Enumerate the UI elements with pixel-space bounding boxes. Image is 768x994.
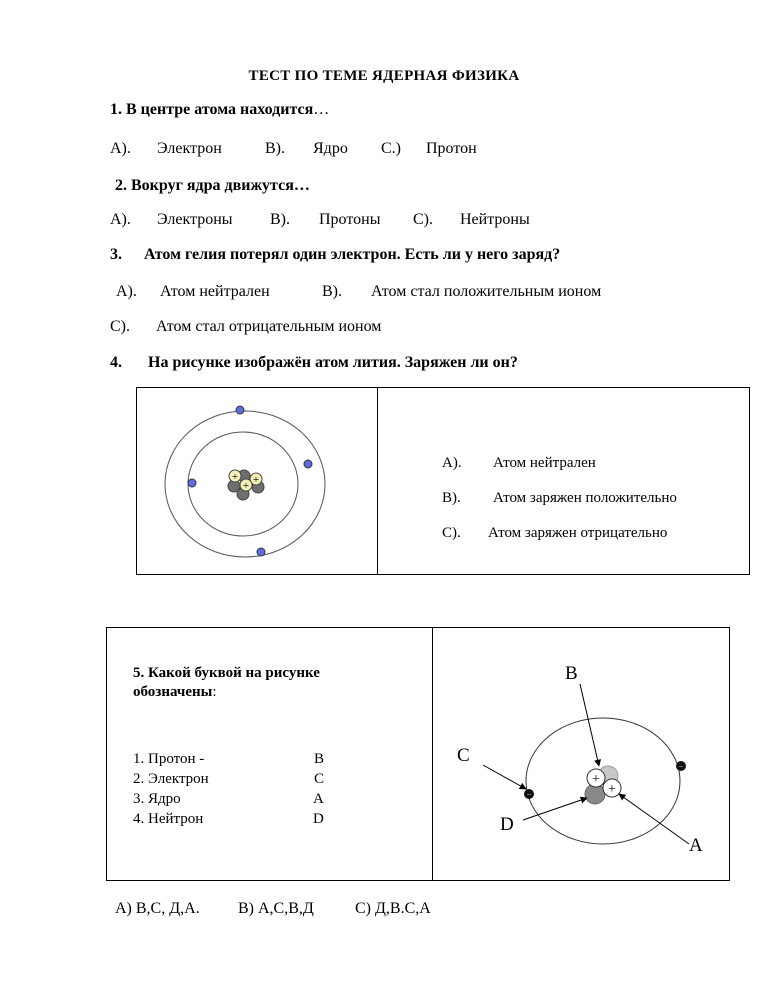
electron-sign: − (678, 762, 684, 771)
list-item-letter: С (314, 771, 325, 787)
question-text-line: обозначены (133, 684, 213, 700)
list-item-letter: В (314, 751, 325, 767)
pointer-arrow-d (523, 798, 587, 820)
nucleus (585, 766, 621, 804)
electron-icon (236, 406, 244, 414)
nucleus (228, 470, 264, 500)
electron-sign: − (526, 790, 532, 799)
pointer-arrow-a (619, 794, 689, 844)
option-text: Атом стал отрицательным ионом (156, 318, 382, 335)
option-letter: А). (116, 283, 137, 300)
figure-label-b: B (565, 663, 578, 684)
proton-sign: + (242, 480, 250, 492)
helium-atom-figure (433, 628, 728, 879)
proton-sign: + (608, 782, 616, 797)
option-text: Протоны (319, 211, 381, 228)
list-item: 3. Ядро (133, 791, 181, 807)
question-4 (110, 354, 518, 372)
page-title: ТЕСТ ПО ТЕМЕ ЯДЕРНАЯ ФИЗИКА (248, 68, 520, 84)
question-5-text-cell (107, 628, 433, 880)
question-5-figure-cell (433, 628, 729, 880)
option-letter: В). (442, 490, 461, 506)
option-letter: С). (413, 211, 433, 228)
electron-icon (304, 460, 312, 468)
pointer-arrow-b (580, 684, 599, 766)
question-number: 2. (115, 177, 127, 194)
answer-option: В) А,С,В,Д (238, 900, 314, 917)
list-item: 1. Протон - (133, 751, 205, 767)
pointer-arrow-c (483, 765, 526, 789)
option-letter: В). (265, 140, 285, 157)
option-text: Атом нейтрален (493, 455, 596, 471)
answer-option: С) Д,В.С,А (355, 900, 431, 917)
option-letter: С). (442, 525, 461, 541)
question-text: В центре атома находится (126, 101, 314, 118)
question-ellipsis: … (313, 101, 330, 118)
option-text: Атом нейтрален (160, 283, 270, 300)
option-text: Нейтроны (460, 211, 530, 228)
option-text: Атом заряжен положительно (493, 490, 677, 506)
option-letter: А). (442, 455, 462, 471)
option-text: Протон (426, 140, 477, 157)
option-letter: А). (110, 211, 131, 228)
figure-label-d: D (500, 814, 514, 835)
option-text: Электроны (157, 211, 233, 228)
question-5-table (106, 627, 730, 881)
option-text: Атом заряжен отрицательно (488, 525, 668, 541)
proton-sign: + (592, 772, 600, 787)
option-text: Электрон (157, 140, 222, 157)
question-text: На рисунке изображён атом лития. Заряжен ли он? (148, 354, 518, 371)
question-number: 4. (110, 354, 122, 371)
lithium-atom-figure (137, 388, 375, 573)
figure-label-c: C (457, 745, 470, 766)
question-4-options-cell (378, 388, 749, 574)
question-3 (110, 246, 560, 264)
option-text: Атом стал положительным ионом (371, 283, 602, 300)
question-text: Атом гелия потерял один электрон. Есть ли у него заряд? (144, 246, 561, 263)
question-4-table (136, 387, 750, 575)
electron-icon (257, 548, 265, 556)
list-item: 4. Нейтрон (133, 811, 204, 827)
option-letter: С.) (381, 140, 401, 157)
option-letter: С). (110, 318, 130, 335)
option-letter: А). (110, 140, 131, 157)
option-letter: В). (322, 283, 342, 300)
list-item-letter: D (313, 811, 324, 827)
list-item-letter: А (313, 791, 324, 807)
question-number: 1. (110, 101, 122, 118)
question-1 (110, 101, 329, 119)
lithium-atom-figure-cell (137, 388, 378, 574)
question-text-line: 5. Какой буквой на рисунке (133, 665, 320, 681)
question-number: 3. (110, 246, 122, 263)
figure-label-a: A (689, 835, 703, 856)
proton-sign: + (231, 471, 239, 483)
question-text: Вокруг ядра движутся… (131, 177, 310, 194)
question-colon: : (212, 684, 217, 700)
list-item: 2. Электрон (133, 771, 209, 787)
electron-icon (188, 479, 196, 487)
question-2 (115, 177, 310, 195)
question-5 (133, 664, 320, 702)
option-text: Ядро (313, 140, 348, 157)
proton-sign: + (252, 474, 260, 486)
answer-option: А) В,С, Д,А. (115, 900, 200, 917)
option-letter: В). (270, 211, 290, 228)
